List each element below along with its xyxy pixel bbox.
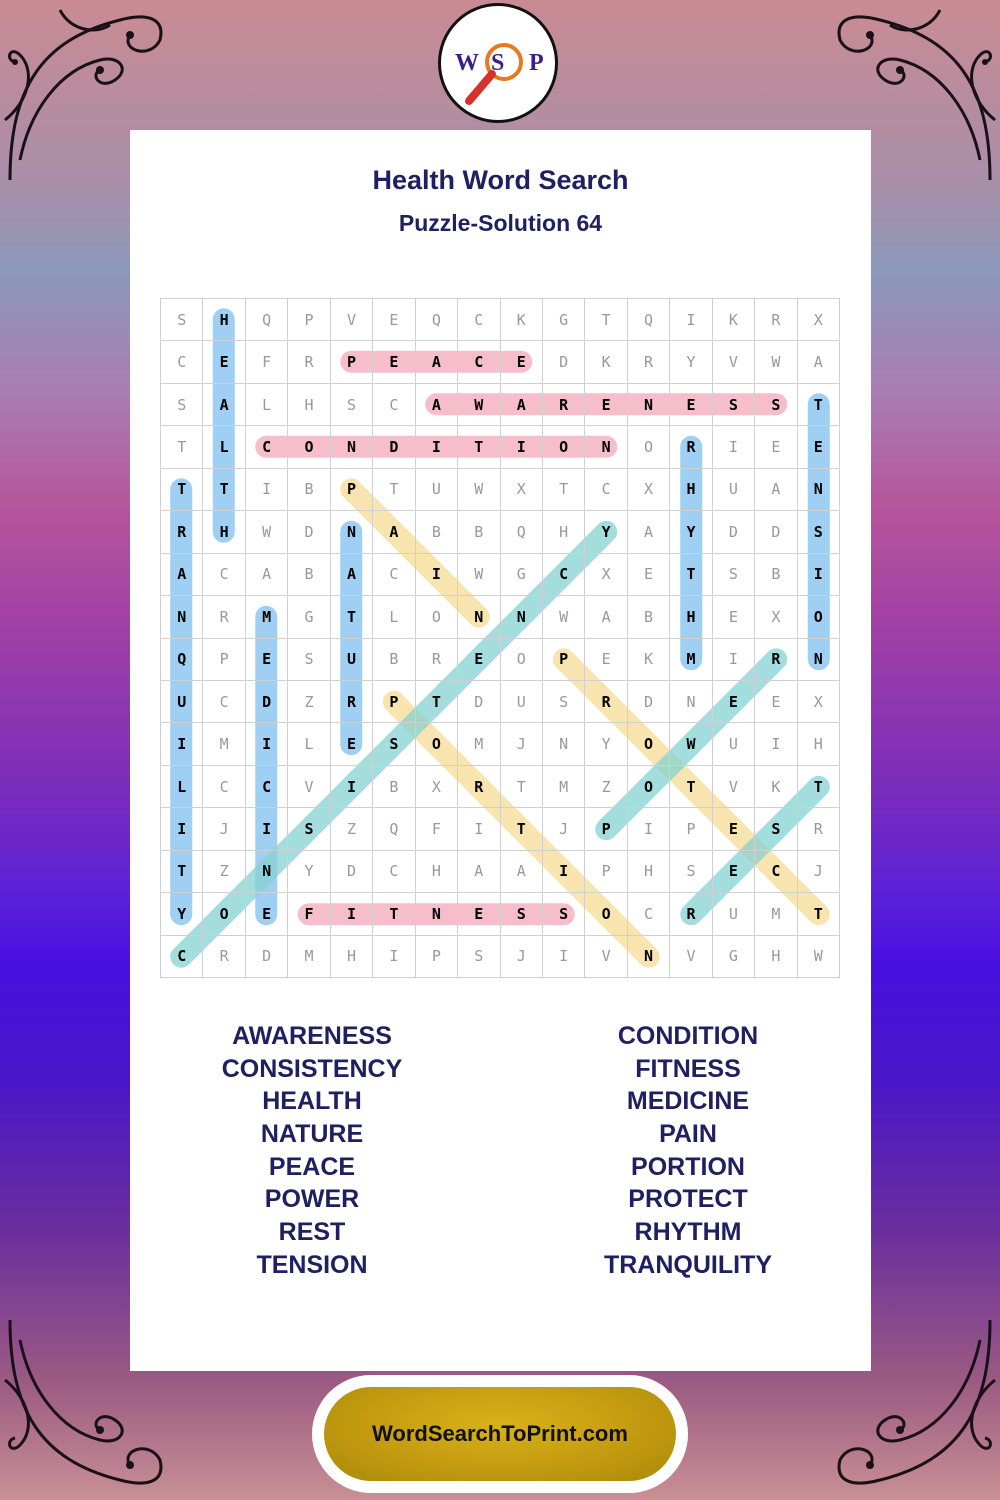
grid-cell: L [373, 596, 415, 638]
grid-cell: W [246, 511, 288, 553]
grid-cell: W [798, 936, 840, 978]
grid-cell: L [246, 384, 288, 426]
grid-cell: S [288, 808, 330, 850]
grid-cell: J [543, 808, 585, 850]
grid-cell: Q [246, 299, 288, 341]
grid-cell: E [373, 341, 415, 383]
grid-cell: N [670, 681, 712, 723]
grid-cell: S [798, 511, 840, 553]
grid-cell: R [458, 766, 500, 808]
word-list-item: PROTECT [628, 1185, 748, 1214]
grid-cell: V [670, 936, 712, 978]
grid-cell: S [755, 384, 797, 426]
grid-cell: U [416, 469, 458, 511]
grid-cell: N [331, 426, 373, 468]
grid-cell: X [585, 554, 627, 596]
grid-cell: S [713, 384, 755, 426]
grid-cell: D [713, 511, 755, 553]
word-list-item: NATURE [260, 1120, 364, 1149]
grid-cell: I [501, 426, 543, 468]
grid-cell: V [288, 766, 330, 808]
word-list-item: RHYTHM [634, 1218, 742, 1247]
grid-cell: U [501, 681, 543, 723]
grid-cell: A [501, 384, 543, 426]
grid-cell: G [288, 596, 330, 638]
grid-cell: C [373, 554, 415, 596]
word-list-item: PEACE [268, 1152, 356, 1181]
word-list-item: HEALTH [262, 1087, 362, 1116]
grid-cell: E [713, 808, 755, 850]
grid-cell: H [288, 384, 330, 426]
grid-cell: Y [161, 893, 203, 935]
grid-cell: A [416, 384, 458, 426]
grid-cell: Z [288, 681, 330, 723]
grid-cell: H [331, 936, 373, 978]
grid-cell: A [458, 851, 500, 893]
grid-cell: I [331, 893, 373, 935]
grid-cell: M [543, 766, 585, 808]
grid-cell: I [755, 723, 797, 765]
grid-cell: G [501, 554, 543, 596]
grid-cell: V [713, 341, 755, 383]
word-list-item: REST [278, 1218, 346, 1247]
grid-cell: A [416, 341, 458, 383]
grid-cell: G [713, 936, 755, 978]
word-list-item: CONDITION [617, 1022, 759, 1050]
grid-cell: D [458, 681, 500, 723]
grid-cell: B [755, 554, 797, 596]
grid-cell: U [713, 893, 755, 935]
grid-cell: T [670, 766, 712, 808]
grid-cell: B [458, 511, 500, 553]
grid-cell: P [288, 299, 330, 341]
grid-cell: S [543, 681, 585, 723]
grid-cell: C [755, 851, 797, 893]
grid-cell: R [670, 893, 712, 935]
grid-cell: I [713, 426, 755, 468]
grid-cell: V [585, 936, 627, 978]
grid-cell: F [246, 341, 288, 383]
word-search-grid-wrap [160, 298, 840, 978]
grid-cell: O [203, 893, 245, 935]
grid-cell: S [161, 384, 203, 426]
grid-cell: P [416, 936, 458, 978]
grid-cell: L [288, 723, 330, 765]
grid-cell: I [416, 554, 458, 596]
grid-cell: I [161, 723, 203, 765]
grid-cell: N [585, 426, 627, 468]
grid-cell: W [670, 723, 712, 765]
grid-cell: T [798, 384, 840, 426]
grid-cell: S [670, 851, 712, 893]
grid-cell: S [288, 639, 330, 681]
grid-cell: P [543, 639, 585, 681]
grid-cell: C [543, 554, 585, 596]
grid-cell: X [416, 766, 458, 808]
grid-cell: H [670, 469, 712, 511]
grid-cell: I [458, 808, 500, 850]
grid-cell: L [161, 766, 203, 808]
grid-cell: T [416, 681, 458, 723]
grid-cell: I [416, 426, 458, 468]
grid-cell: T [203, 469, 245, 511]
grid-cell: T [670, 554, 712, 596]
grid-cell: Z [331, 808, 373, 850]
grid-cell: O [416, 596, 458, 638]
grid-cell: O [416, 723, 458, 765]
grid-cell: O [628, 723, 670, 765]
grid-cell: S [713, 554, 755, 596]
grid-cell: Z [203, 851, 245, 893]
grid-cell: P [373, 681, 415, 723]
grid-cell: R [288, 341, 330, 383]
site-banner[interactable] [312, 1375, 688, 1493]
grid-cell: T [798, 766, 840, 808]
grid-cell: B [288, 469, 330, 511]
grid-cell: S [458, 936, 500, 978]
grid-cell: K [713, 299, 755, 341]
word-list-item: CONSISTENCY [221, 1054, 403, 1083]
grid-cell: B [288, 554, 330, 596]
grid-cell: Y [288, 851, 330, 893]
grid-cell: N [798, 639, 840, 681]
grid-cell: E [458, 639, 500, 681]
grid-cell: T [585, 299, 627, 341]
grid-cell: C [373, 384, 415, 426]
grid-cell: H [755, 936, 797, 978]
grid-cell: I [246, 723, 288, 765]
word-list-item: PAIN [659, 1120, 717, 1149]
grid-cell: K [628, 639, 670, 681]
grid-cell: R [331, 681, 373, 723]
grid-cell: I [628, 808, 670, 850]
word-list-item: PORTION [631, 1152, 745, 1181]
grid-cell: Y [670, 511, 712, 553]
grid-cell: J [798, 851, 840, 893]
grid-cell: I [246, 469, 288, 511]
grid-cell: H [416, 851, 458, 893]
grid-cell: E [670, 384, 712, 426]
grid-cell: F [288, 893, 330, 935]
grid-cell: N [628, 936, 670, 978]
grid-cell: Q [628, 299, 670, 341]
word-list-item: FITNESS [635, 1054, 741, 1083]
grid-cell: Q [501, 511, 543, 553]
grid-cell: R [416, 639, 458, 681]
grid-cell: V [331, 299, 373, 341]
grid-cell: T [331, 596, 373, 638]
grid-cell: H [798, 723, 840, 765]
grid-cell: S [161, 299, 203, 341]
grid-cell: W [458, 554, 500, 596]
grid-cell: E [798, 426, 840, 468]
page-title: Health Word Search [372, 165, 629, 195]
grid-cell: A [331, 554, 373, 596]
grid-cell: S [331, 384, 373, 426]
grid-cell: R [798, 808, 840, 850]
grid-cell: H [203, 299, 245, 341]
grid-cell: N [416, 893, 458, 935]
grid-cell: O [628, 766, 670, 808]
grid-cell: M [458, 723, 500, 765]
grid-cell: E [713, 596, 755, 638]
grid-cell: X [798, 681, 840, 723]
word-list-item: TENSION [256, 1250, 368, 1279]
grid-cell: T [458, 426, 500, 468]
grid-cell: A [161, 554, 203, 596]
grid-cell: X [755, 596, 797, 638]
grid-cell: I [713, 639, 755, 681]
grid-cell: E [628, 554, 670, 596]
grid-cell: T [161, 426, 203, 468]
grid-cell: I [543, 936, 585, 978]
grid-cell: E [755, 426, 797, 468]
grid-cell: Y [585, 723, 627, 765]
logo-letter-w: W [455, 50, 479, 76]
word-list-item: MEDICINE [626, 1087, 750, 1116]
grid-cell: B [416, 511, 458, 553]
grid-cell: C [628, 893, 670, 935]
grid-cell: O [288, 426, 330, 468]
grid-cell: N [246, 851, 288, 893]
grid-cell: C [458, 341, 500, 383]
grid-cell: E [331, 723, 373, 765]
word-list-right [498, 1020, 878, 1282]
grid-cell: P [585, 851, 627, 893]
grid-cell: E [713, 681, 755, 723]
grid-cell: U [713, 469, 755, 511]
grid-cell: D [246, 936, 288, 978]
grid-cell: A [755, 469, 797, 511]
grid-cell: J [501, 936, 543, 978]
grid-cell: S [373, 723, 415, 765]
grid-cell: A [373, 511, 415, 553]
grid-cell: C [585, 469, 627, 511]
grid-cell: Z [585, 766, 627, 808]
grid-cell: D [628, 681, 670, 723]
grid-cell: N [161, 596, 203, 638]
grid-cell: H [628, 851, 670, 893]
grid-cell: X [501, 469, 543, 511]
grid-cell: C [246, 426, 288, 468]
grid-cell: I [161, 808, 203, 850]
grid-cell: N [458, 596, 500, 638]
logo-letter-s: S [491, 50, 505, 76]
grid-cell: Q [373, 808, 415, 850]
grid-cell: C [203, 766, 245, 808]
grid-cell: S [755, 808, 797, 850]
grid-cell: R [543, 384, 585, 426]
grid-cell: T [161, 851, 203, 893]
grid-cell: I [798, 554, 840, 596]
grid-cell: V [713, 766, 755, 808]
grid-cell: S [543, 893, 585, 935]
grid-cell: U [713, 723, 755, 765]
grid-cell: T [161, 469, 203, 511]
word-list-item: POWER [264, 1185, 360, 1214]
site-banner-inner [324, 1387, 676, 1481]
grid-cell: B [373, 639, 415, 681]
grid-cell: N [501, 596, 543, 638]
grid-cell: P [585, 808, 627, 850]
grid-cell: E [713, 851, 755, 893]
grid-cell: M [246, 596, 288, 638]
grid-cell: C [203, 554, 245, 596]
grid-cell: N [543, 723, 585, 765]
grid-cell: O [798, 596, 840, 638]
grid-cell: E [755, 681, 797, 723]
grid-cell: E [373, 299, 415, 341]
grid-cell: B [628, 596, 670, 638]
grid-cell: D [288, 511, 330, 553]
grid-cell: E [585, 384, 627, 426]
grid-cell: J [501, 723, 543, 765]
grid-cell: N [798, 469, 840, 511]
grid-cell: R [755, 639, 797, 681]
grid-cell: I [331, 766, 373, 808]
word-search-grid [160, 298, 840, 978]
grid-cell: K [585, 341, 627, 383]
grid-cell: O [543, 426, 585, 468]
grid-cell: O [585, 893, 627, 935]
grid-cell: U [331, 639, 373, 681]
grid-cell: E [246, 639, 288, 681]
word-list-item: AWARENESS [232, 1022, 392, 1050]
grid-cell: T [373, 893, 415, 935]
grid-cell: T [543, 469, 585, 511]
grid-cell: H [670, 596, 712, 638]
grid-cell: I [373, 936, 415, 978]
grid-cell: M [288, 936, 330, 978]
grid-cell: C [246, 766, 288, 808]
wsp-logo [438, 3, 558, 123]
grid-cell: M [755, 893, 797, 935]
grid-cell: X [628, 469, 670, 511]
grid-cell: N [331, 511, 373, 553]
grid-cell: U [161, 681, 203, 723]
grid-cell: E [246, 893, 288, 935]
grid-cell: S [501, 893, 543, 935]
grid-cell: D [755, 511, 797, 553]
grid-cell: W [458, 384, 500, 426]
grid-cell: C [161, 936, 203, 978]
grid-cell: Y [670, 341, 712, 383]
grid-cell: F [416, 808, 458, 850]
grid-cell: B [373, 766, 415, 808]
site-url[interactable]: WordSearchToPrint.com [372, 1421, 628, 1446]
grid-cell: L [203, 426, 245, 468]
grid-cell: K [501, 299, 543, 341]
word-list-item: TRANQUILITY [603, 1250, 773, 1279]
word-list-left [122, 1020, 502, 1282]
grid-cell: Q [416, 299, 458, 341]
grid-cell: P [670, 808, 712, 850]
grid-cell: T [501, 808, 543, 850]
grid-cell: E [203, 341, 245, 383]
grid-cell: R [628, 341, 670, 383]
grid-cell: C [458, 299, 500, 341]
grid-cell: A [246, 554, 288, 596]
grid-cell: A [798, 341, 840, 383]
grid-cell: R [161, 511, 203, 553]
grid-cell: C [161, 341, 203, 383]
grid-cell: Q [161, 639, 203, 681]
grid-cell: P [331, 341, 373, 383]
grid-cell: W [755, 341, 797, 383]
grid-cell: X [798, 299, 840, 341]
grid-cell: R [585, 681, 627, 723]
grid-cell: R [755, 299, 797, 341]
grid-cell: A [501, 851, 543, 893]
grid-cell: R [670, 426, 712, 468]
grid-cell: R [203, 936, 245, 978]
grid-cell: T [373, 469, 415, 511]
grid-cell: D [373, 426, 415, 468]
grid-cell: E [501, 341, 543, 383]
grid-cell: I [543, 851, 585, 893]
grid-cell: W [543, 596, 585, 638]
grid-cell: A [203, 384, 245, 426]
grid-cell: R [203, 596, 245, 638]
grid-cell: M [203, 723, 245, 765]
grid-cell: K [755, 766, 797, 808]
grid-cell: O [501, 639, 543, 681]
grid-cell: E [585, 639, 627, 681]
grid-cell: P [331, 469, 373, 511]
grid-cell: A [628, 511, 670, 553]
grid-cell: H [543, 511, 585, 553]
grid-cell: G [543, 299, 585, 341]
grid-cell: I [246, 808, 288, 850]
grid-cell: D [543, 341, 585, 383]
logo-letter-p: P [529, 50, 544, 76]
page-subtitle: Puzzle-Solution 64 [398, 210, 603, 236]
grid-cell: D [246, 681, 288, 723]
grid-cell: N [628, 384, 670, 426]
grid-cell: C [373, 851, 415, 893]
grid-cell: P [203, 639, 245, 681]
grid-cell: Y [585, 511, 627, 553]
grid-cell: E [458, 893, 500, 935]
grid-cell: T [798, 893, 840, 935]
grid-cell: O [628, 426, 670, 468]
grid-cell: M [670, 639, 712, 681]
grid-cell: W [458, 469, 500, 511]
grid-cell: J [203, 808, 245, 850]
grid-cell: A [585, 596, 627, 638]
grid-cell: H [203, 511, 245, 553]
grid-cell: C [203, 681, 245, 723]
grid-cell: D [331, 851, 373, 893]
grid-cell: T [501, 766, 543, 808]
grid-cell: I [670, 299, 712, 341]
